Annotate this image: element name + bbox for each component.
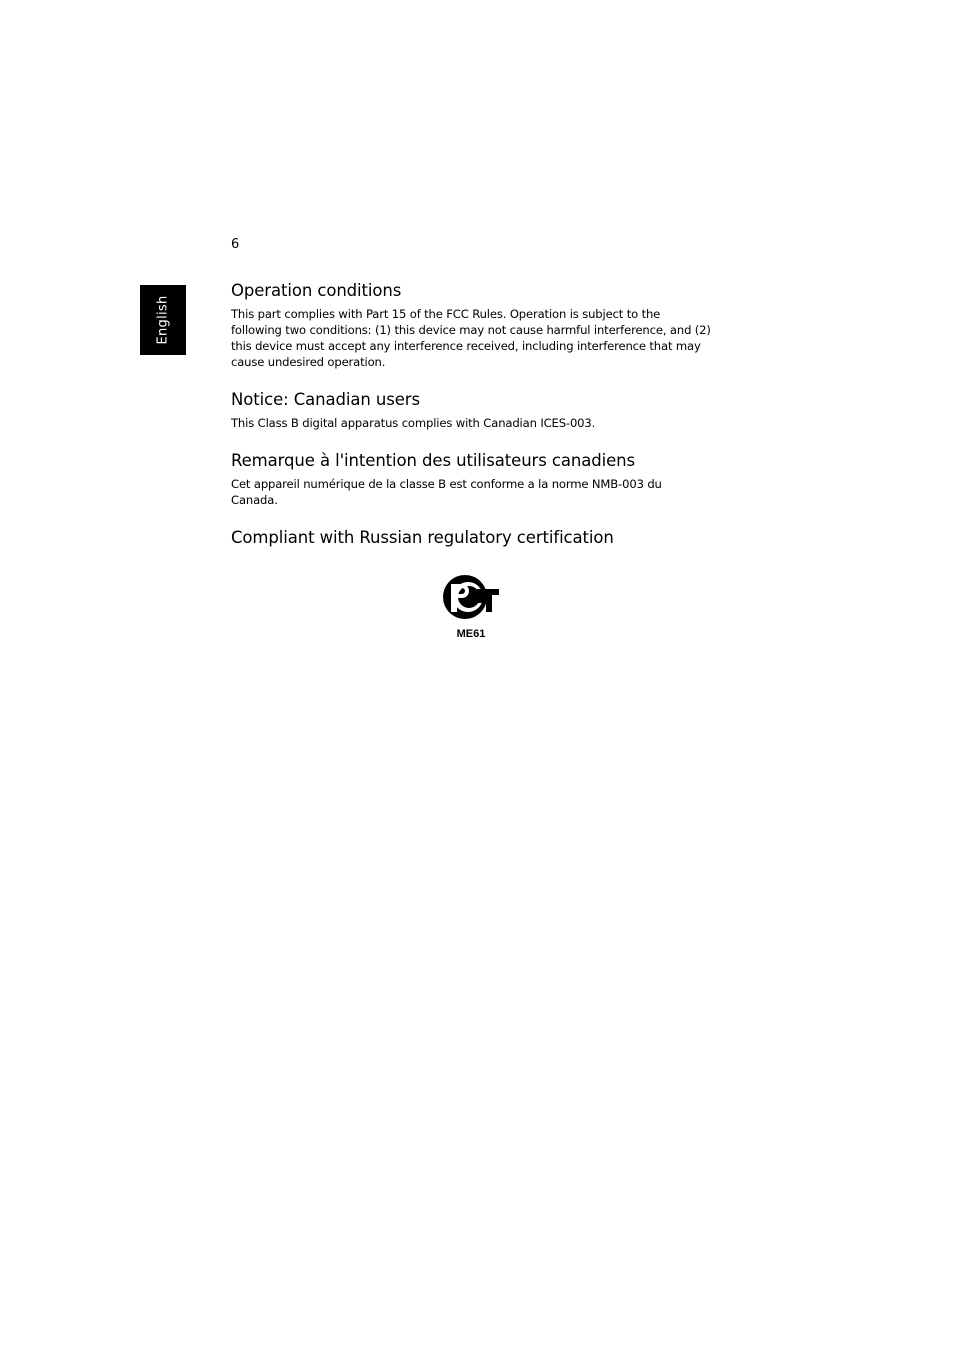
section-heading: Operation conditions	[231, 281, 402, 300]
language-tab-label: English	[155, 295, 171, 345]
section-russian-certification	[231, 527, 711, 549]
gost-certification-mark	[441, 574, 501, 644]
certification-code: ME61	[456, 628, 486, 640]
section-remarque-canadiens	[231, 450, 711, 508]
section-body: This Class B digital apparatus complies with Canadian ICES-003.	[231, 416, 596, 430]
section-operation-conditions	[231, 280, 711, 370]
gost-r-icon	[441, 574, 501, 622]
section-canadian-users	[231, 389, 711, 431]
section-heading: Compliant with Russian regulatory certification	[231, 528, 614, 547]
section-heading: Notice: Canadian users	[231, 390, 420, 409]
section-body: This part complies with Part 15 of the FCC Rules. Operation is subject to the following two conditions: (1) this device may not cause harmful interference, and (2) this device must accept any interference received, including interference that may cause undesired operation.	[231, 307, 711, 369]
language-tab	[140, 285, 186, 355]
section-body: Cet appareil numérique de la classe B est conforme a la norme NMB-003 du Canada.	[231, 477, 662, 507]
page-content	[231, 280, 711, 568]
page-number: 6	[231, 237, 240, 252]
section-heading: Remarque à l'intention des utilisateurs canadiens	[231, 451, 635, 470]
